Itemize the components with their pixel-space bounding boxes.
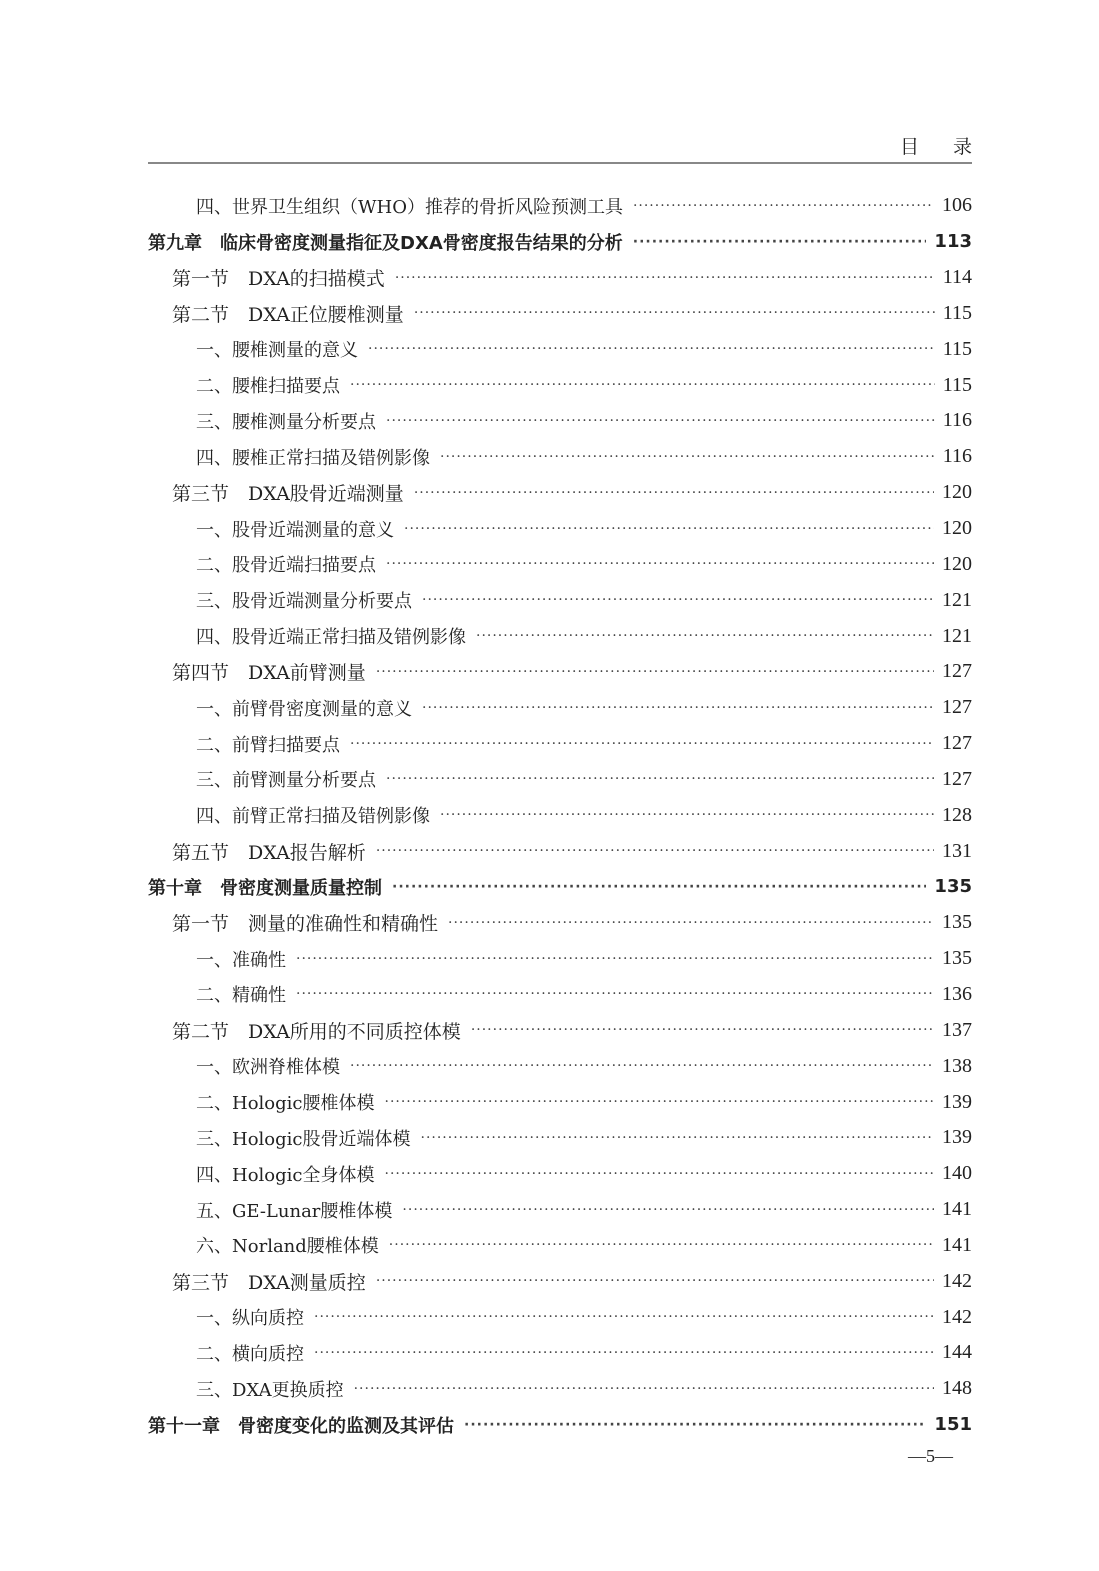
entry-title: 四、Hologic全身体模 <box>196 1164 375 1186</box>
entry-title: 第三节 DXA股骨近端测量 <box>172 483 404 506</box>
toc-section-entry[interactable] <box>148 296 972 332</box>
dot-leader <box>385 1166 935 1182</box>
entry-page: 115 <box>942 337 972 360</box>
header-title: 目录 <box>899 136 1006 158</box>
dot-leader <box>421 1130 935 1146</box>
toc-item-entry[interactable] <box>148 1084 972 1120</box>
toc-item-entry[interactable] <box>148 439 972 475</box>
entry-title: 第三节 DXA测量质控 <box>172 1271 366 1294</box>
entry-page: 120 <box>942 517 972 540</box>
entry-title: 第九章 临床骨密度测量指征及DXA骨密度报告结果的分析 <box>148 232 623 254</box>
entry-page: 139 <box>942 1126 972 1149</box>
toc-item-entry[interactable] <box>148 1048 972 1084</box>
entry-page: 116 <box>942 409 972 432</box>
dot-leader <box>422 592 934 608</box>
entry-title: 第四节 DXA前臂测量 <box>172 662 366 685</box>
entry-page: 148 <box>942 1377 972 1400</box>
entry-page: 127 <box>942 660 972 683</box>
entry-title: 二、Hologic腰椎体模 <box>196 1093 375 1115</box>
entry-page: 131 <box>942 839 972 862</box>
toc-item-entry[interactable] <box>148 762 972 798</box>
toc-item-entry[interactable] <box>148 941 972 977</box>
entry-title: 四、前臂正常扫描及错例影像 <box>196 806 430 828</box>
toc-item-entry[interactable] <box>148 546 972 582</box>
toc-item-entry[interactable] <box>148 188 972 224</box>
dot-leader <box>395 270 935 286</box>
entry-title: 一、准确性 <box>196 949 286 971</box>
toc-section-entry[interactable] <box>148 654 972 690</box>
entry-title: 三、前臂测量分析要点 <box>196 770 376 792</box>
entry-page: 135 <box>934 876 972 898</box>
entry-title: 一、前臂骨密度测量的意义 <box>196 698 412 720</box>
toc-chapter-entry[interactable] <box>148 869 972 905</box>
entry-page: 114 <box>942 266 972 289</box>
toc-item-entry[interactable] <box>148 331 972 367</box>
toc-item-entry[interactable] <box>148 726 972 762</box>
entry-title: 三、股骨近端测量分析要点 <box>196 591 412 613</box>
entry-page: 151 <box>934 1414 972 1436</box>
entry-page: 121 <box>942 624 972 647</box>
dot-leader <box>414 485 934 501</box>
dot-leader <box>376 664 934 680</box>
entry-page: 142 <box>942 1305 972 1328</box>
entry-page: 128 <box>942 803 972 826</box>
dot-leader <box>389 1237 934 1253</box>
entry-title: 四、世界卫生组织（WHO）推荐的骨折风险预测工具 <box>196 196 623 218</box>
toc-item-entry[interactable] <box>148 367 972 403</box>
entry-page: 115 <box>942 301 972 324</box>
dot-leader <box>633 198 934 214</box>
entry-title: 三、腰椎测量分析要点 <box>196 411 376 433</box>
toc-item-entry[interactable] <box>148 618 972 654</box>
dot-leader <box>440 449 935 465</box>
entry-title: 二、腰椎扫描要点 <box>196 376 340 398</box>
entry-title: 五、GE-Lunar腰椎体模 <box>196 1200 393 1222</box>
running-header <box>148 128 1006 164</box>
entry-title: 第五节 DXA报告解析 <box>172 841 366 864</box>
dot-leader <box>350 1058 934 1074</box>
toc-section-entry[interactable] <box>148 1263 972 1299</box>
entry-title: 第二节 DXA正位腰椎测量 <box>172 303 404 326</box>
dot-leader <box>350 736 934 752</box>
dot-leader <box>314 1345 934 1361</box>
toc-section-entry[interactable] <box>148 905 972 941</box>
toc-section-entry[interactable] <box>148 475 972 511</box>
entry-page: 139 <box>942 1090 972 1113</box>
entry-page: 137 <box>942 1018 972 1041</box>
dot-leader <box>296 951 934 967</box>
entry-title: 二、前臂扫描要点 <box>196 734 340 756</box>
dot-leader <box>422 700 934 716</box>
entry-title: 二、横向质控 <box>196 1343 304 1365</box>
toc-item-entry[interactable] <box>148 1299 972 1335</box>
entry-title: 第十章 骨密度测量质量控制 <box>148 877 382 899</box>
entry-title: 二、精确性 <box>196 985 286 1007</box>
entry-title: 三、Hologic股骨近端体模 <box>196 1128 411 1150</box>
entry-page: 127 <box>942 767 972 790</box>
dot-leader <box>414 305 935 321</box>
toc-section-entry[interactable] <box>148 1012 972 1048</box>
toc-item-entry[interactable] <box>148 690 972 726</box>
dot-leader <box>471 1022 934 1038</box>
entry-title: 三、DXA更换质控 <box>196 1379 344 1401</box>
toc-chapter-entry[interactable] <box>148 1407 972 1443</box>
entry-page: 142 <box>942 1269 972 1292</box>
entry-page: 138 <box>942 1054 972 1077</box>
entry-title: 第十一章 骨密度变化的监测及其评估 <box>148 1415 454 1437</box>
toc-item-entry[interactable] <box>148 403 972 439</box>
entry-title: 二、股骨近端扫描要点 <box>196 555 376 577</box>
entry-title: 四、股骨近端正常扫描及错例影像 <box>196 627 466 649</box>
dot-leader <box>314 1309 934 1325</box>
entry-page: 120 <box>942 552 972 575</box>
entry-page: 115 <box>942 373 972 396</box>
toc-item-entry[interactable] <box>148 1192 972 1228</box>
entry-page: 141 <box>942 1233 972 1256</box>
toc-item-entry[interactable] <box>148 797 972 833</box>
entry-title: 一、欧洲脊椎体模 <box>196 1057 340 1079</box>
toc-item-entry[interactable] <box>148 1371 972 1407</box>
dot-leader <box>476 628 934 644</box>
page-number: —5— <box>908 1446 953 1466</box>
dot-leader <box>296 986 934 1002</box>
entry-page: 113 <box>934 231 972 253</box>
dot-leader <box>464 1417 926 1433</box>
dot-leader <box>385 1094 935 1110</box>
toc-section-entry[interactable] <box>148 833 972 869</box>
toc-section-entry[interactable] <box>148 260 972 296</box>
entry-page: 120 <box>942 481 972 504</box>
toc-item-entry[interactable] <box>148 582 972 618</box>
toc-item-entry[interactable] <box>148 977 972 1013</box>
entry-page: 121 <box>942 588 972 611</box>
dot-leader <box>404 521 934 537</box>
entry-page: 141 <box>942 1198 972 1221</box>
entry-title: 第二节 DXA所用的不同质控体模 <box>172 1020 461 1043</box>
entry-page: 127 <box>942 732 972 755</box>
toc-item-entry[interactable] <box>148 1227 972 1263</box>
dot-leader <box>448 915 934 931</box>
entry-title: 一、股骨近端测量的意义 <box>196 519 394 541</box>
dot-leader <box>386 556 934 572</box>
entry-page: 116 <box>942 445 972 468</box>
entry-title: 第一节 DXA的扫描模式 <box>172 268 385 291</box>
entry-page: 127 <box>942 696 972 719</box>
entry-page: 140 <box>942 1162 972 1185</box>
dot-leader <box>354 1381 934 1397</box>
dot-leader <box>402 1202 934 1218</box>
entry-page: 144 <box>942 1341 972 1364</box>
entry-title: 六、Norland腰椎体模 <box>196 1236 379 1258</box>
entry-title: 一、腰椎测量的意义 <box>196 340 358 362</box>
dot-leader <box>376 843 934 859</box>
entry-page: 135 <box>942 947 972 970</box>
entry-page: 106 <box>942 194 972 217</box>
dot-leader <box>350 377 935 393</box>
entry-title: 四、腰椎正常扫描及错例影像 <box>196 447 430 469</box>
entry-page: 136 <box>942 982 972 1005</box>
entry-page: 135 <box>942 911 972 934</box>
dot-leader <box>633 234 927 250</box>
toc-item-entry[interactable] <box>148 1120 972 1156</box>
dot-leader <box>386 771 934 787</box>
toc-item-entry[interactable] <box>148 1335 972 1371</box>
dot-leader <box>440 807 934 823</box>
table-of-contents <box>148 188 972 1443</box>
dot-leader <box>386 413 935 429</box>
toc-item-entry[interactable] <box>148 511 972 547</box>
entry-title: 一、纵向质控 <box>196 1308 304 1330</box>
dot-leader <box>392 879 926 895</box>
toc-item-entry[interactable] <box>148 1156 972 1192</box>
dot-leader <box>376 1273 934 1289</box>
entry-title: 第一节 测量的准确性和精确性 <box>172 913 439 936</box>
dot-leader <box>368 341 935 357</box>
toc-chapter-entry[interactable] <box>148 224 972 260</box>
